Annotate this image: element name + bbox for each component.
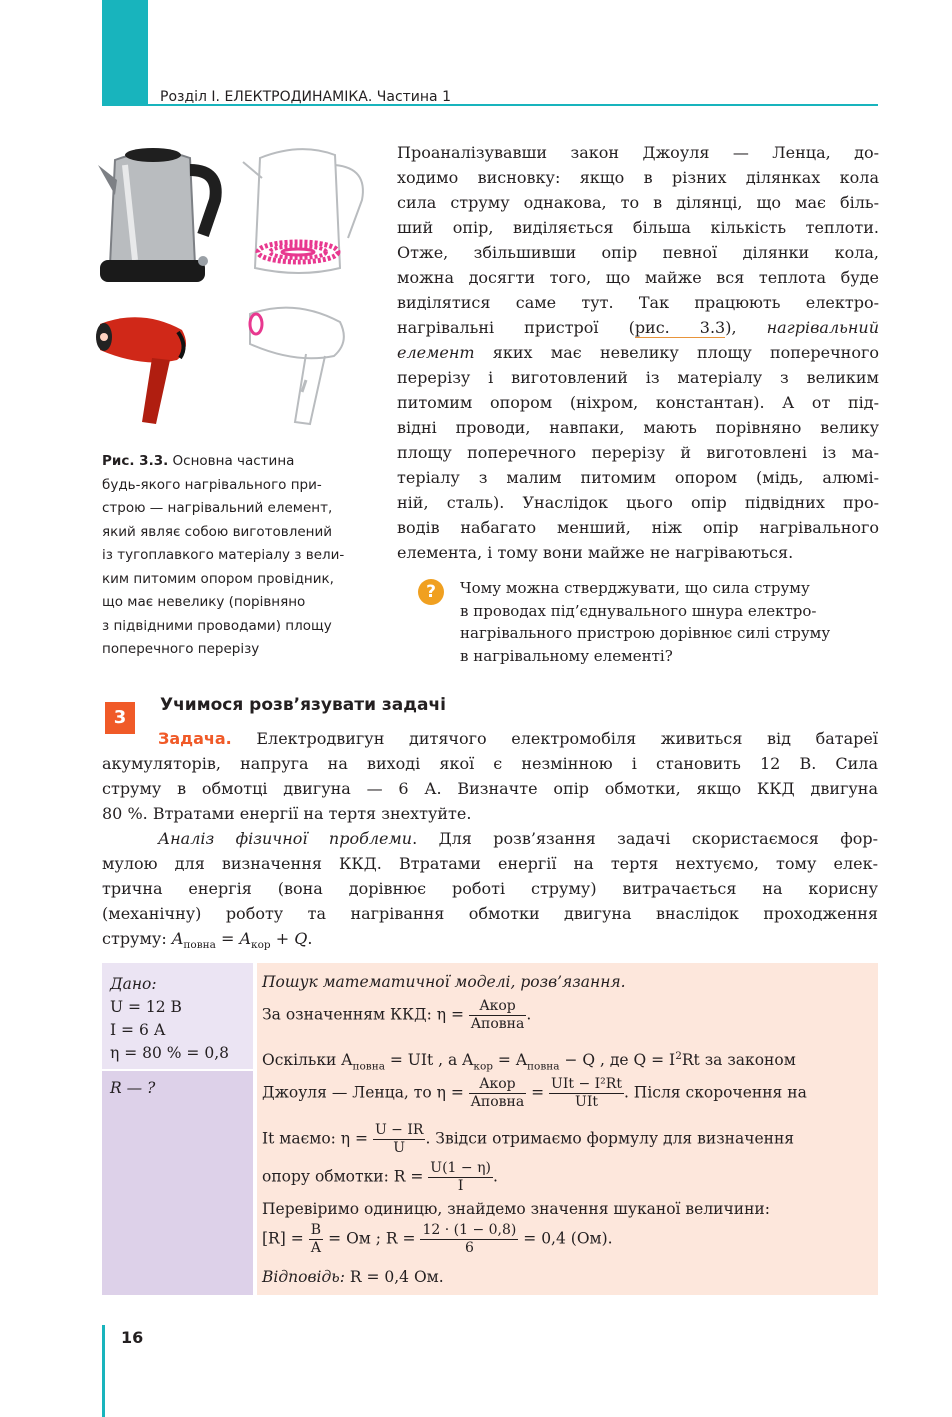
fraction-numerator: В bbox=[309, 1222, 324, 1240]
text-run: струму: bbox=[102, 929, 167, 948]
text-run: Джоуля — Ленца, то η = bbox=[262, 1083, 464, 1102]
solution-step-6: Перевіримо одиницю, знайдемо значення шуканої величини: bbox=[262, 1200, 770, 1218]
text-run: = Ом ; R = bbox=[323, 1229, 416, 1248]
formula-symbol: A bbox=[239, 929, 252, 948]
caption-line: який являє собою виготовлений bbox=[102, 523, 333, 540]
formula-subscript: повна bbox=[183, 939, 216, 952]
formula-superscript: 2 bbox=[675, 1050, 682, 1062]
task-line bbox=[102, 826, 878, 851]
task-line: трична енергія (вона дорівнює роботі струму) витрачається на корисну bbox=[102, 879, 878, 898]
caption-line: Основна частина bbox=[172, 453, 295, 469]
caption-label: Рис. 3.3. bbox=[102, 453, 169, 469]
caption-line: поперечного перерізу bbox=[102, 641, 260, 657]
body-line bbox=[397, 315, 879, 340]
hair-dryer-photo bbox=[92, 310, 197, 430]
body-paragraph bbox=[397, 140, 879, 565]
solution-step-1: За означенням ККД: η = $\frac{\text{Aкор}}{\text{Aповна}}$ . bbox=[262, 998, 532, 1032]
formula-subscript: кор bbox=[473, 1060, 493, 1073]
caption-line: що має невелику (порівняно bbox=[102, 594, 306, 610]
question-line: Чому можна стверджувати, що сила струму bbox=[460, 579, 810, 597]
formula-subscript: повна bbox=[352, 1060, 385, 1073]
body-line: можна досягти того, що майже вся теплота буде bbox=[397, 268, 879, 287]
task-line: акумуляторів, напруга на виході якої є незмінною і становить 12 В. Сила bbox=[102, 754, 878, 773]
text-run: Оскільки A bbox=[262, 1051, 353, 1070]
text-run: It маємо: η = bbox=[262, 1129, 368, 1148]
hair-dryer-outline-drawing bbox=[240, 300, 360, 430]
chapter-color-block bbox=[102, 0, 148, 104]
fraction-denominator: А bbox=[310, 1240, 322, 1256]
solution-step-7 bbox=[262, 1222, 613, 1257]
caption-line: ким питомим опором провідник, bbox=[102, 570, 334, 587]
body-line: виділятися саме тут. Так працюють електро- bbox=[397, 293, 879, 312]
body-line: ній, сталь). Унаслідок цього опір підвідних про- bbox=[397, 493, 879, 512]
term-italic: елемент bbox=[397, 343, 475, 362]
task-label: Задача. bbox=[158, 729, 232, 748]
task-line bbox=[102, 726, 878, 751]
text-run: − Q , де Q = I bbox=[559, 1051, 676, 1070]
answer-label: Відповідь: bbox=[262, 1268, 345, 1286]
given-item: U = 12 В bbox=[110, 998, 182, 1016]
fraction-numerator: U − IR bbox=[374, 1122, 424, 1138]
analysis-label: Аналіз фізичної проблеми bbox=[158, 829, 413, 848]
body-line: ходимо висновку: якщо в різних ділянках кола bbox=[397, 168, 879, 187]
text-run: яких має невелику площу поперечного bbox=[474, 343, 879, 362]
page-number-rule bbox=[102, 1325, 105, 1417]
fraction-denominator: Aповна bbox=[470, 1094, 525, 1110]
fraction-denominator: UIt bbox=[575, 1094, 598, 1110]
fraction-denominator: U bbox=[393, 1140, 406, 1156]
running-header: Розділ I. ЕЛЕКТРОДИНАМІКА. Частина 1 bbox=[160, 89, 451, 105]
solution-step-2 bbox=[262, 1050, 796, 1072]
text-run: ), bbox=[725, 318, 737, 337]
fraction bbox=[428, 1160, 493, 1195]
task-line: 80 %. Втратами енергії на тертя знехтуйте. bbox=[102, 804, 472, 823]
task-line: струму в обмотці двигуна — 6 А. Визначте опір обмотки, якщо ККД двигуна bbox=[102, 779, 878, 798]
question-icon: ? bbox=[418, 579, 444, 605]
text-run: опору обмотки: R = bbox=[262, 1167, 424, 1186]
task-line: мулою для визначення ККД. Втратами енергії на тертя нехтуємо, тому елек- bbox=[102, 854, 878, 873]
body-line: Проаналізувавши закон Джоуля — Ленца, до- bbox=[397, 143, 879, 162]
text-run: нагрівальні пристрої ( bbox=[397, 318, 635, 337]
figure-caption bbox=[102, 450, 374, 662]
text-run: [R] = bbox=[262, 1229, 304, 1248]
fraction-numerator: 12 · (1 − 0,8) bbox=[422, 1222, 517, 1238]
body-line: перерізу і виготовлений із матеріалу з великим bbox=[397, 368, 879, 387]
fraction bbox=[373, 1122, 426, 1157]
body-line: елемента, і тому вони майже не нагріваються. bbox=[397, 543, 794, 562]
body-line: Отже, збільшивши опір певної ділянки кола, bbox=[397, 243, 879, 262]
body-line: відні проводи, навпаки, мають порівняно велику bbox=[397, 418, 879, 437]
fraction bbox=[549, 1076, 624, 1111]
unknown-cell bbox=[102, 1071, 253, 1295]
given-item: I = 6 А bbox=[110, 1021, 166, 1039]
caption-line: із тугоплавкого матеріалу з вели- bbox=[102, 547, 345, 563]
section-number-badge: 3 bbox=[105, 702, 135, 734]
question-line: нагрівального пристрою дорівнює силі струму bbox=[460, 624, 831, 642]
given-label: Дано: bbox=[110, 975, 157, 993]
body-line: питомим опором (ніхром, константан). А от під- bbox=[397, 393, 879, 412]
figure-reference-link[interactable]: рис. 3.3 bbox=[634, 318, 726, 337]
text-run: = A bbox=[492, 1051, 528, 1070]
body-line: ший опір, виділяється більша кількість теплоти. bbox=[397, 218, 879, 237]
text-run: . Після скорочення на bbox=[623, 1083, 807, 1102]
caption-line: з підвідними проводами) площу bbox=[102, 617, 332, 634]
solution-step-4 bbox=[262, 1122, 794, 1157]
fraction-numerator: U(1 − η) bbox=[430, 1160, 491, 1176]
question-line: в нагрівальному елементі? bbox=[460, 646, 673, 665]
formula-symbol: A bbox=[171, 929, 184, 948]
task-paragraph bbox=[102, 726, 878, 958]
body-line: площу поперечного перерізу й виготовлені із ма- bbox=[397, 443, 879, 462]
solution-step-3: Джоуля — Ленца, то η = $\frac{\text{Aкор}}{\text{Aповна}}$ = $\frac{\text{UIt − I²Rt}}{\text{UIt}}$ . Після скорочення на bbox=[262, 1076, 807, 1110]
fraction-denominator: 6 bbox=[464, 1240, 474, 1256]
body-line: водів набагато менший, ніж опір нагрівального bbox=[397, 518, 879, 537]
text-run: За означенням ККД: η = bbox=[262, 1005, 464, 1024]
fraction-numerator: Aкор bbox=[469, 1076, 526, 1094]
term-italic: нагрівальний bbox=[766, 318, 880, 337]
fraction-numerator: UIt − I²Rt bbox=[551, 1076, 622, 1092]
given-values bbox=[110, 973, 229, 1065]
answer-value: R = 0,4 Ом. bbox=[344, 1268, 444, 1286]
formula-subscript: повна bbox=[527, 1060, 560, 1073]
question-line: в проводах під’єднувального шнура електро- bbox=[460, 601, 817, 620]
fraction-denominator: I bbox=[457, 1178, 464, 1194]
task-line bbox=[102, 926, 878, 958]
task-line: (механічну) роботу та нагрівання обмотки двигуна внаслідок проходження bbox=[102, 904, 878, 923]
fraction bbox=[469, 1076, 526, 1111]
text-run: Електродвигун дитячого електромобіля живиться від батареї bbox=[231, 729, 878, 748]
solution-answer bbox=[262, 1268, 444, 1286]
body-line: теріалу з малим питомим опором (мідь, алюмі- bbox=[397, 468, 879, 487]
body-line: сила струму однакова, то в ділянці, що має біль- bbox=[397, 193, 879, 212]
fraction-numerator: Aкор bbox=[469, 998, 526, 1016]
kettle-outline-drawing bbox=[240, 140, 370, 290]
text-run: = UIt , а A bbox=[384, 1051, 474, 1070]
text-run: Rt за законом bbox=[681, 1051, 796, 1070]
text-run: . bbox=[307, 929, 313, 948]
body-line bbox=[397, 340, 879, 365]
page-number: 16 bbox=[121, 1328, 144, 1347]
text-run: . Звідси отримаємо формулу для визначення bbox=[425, 1129, 795, 1148]
fraction bbox=[469, 998, 526, 1033]
caption-line: будь-якого нагрівального при- bbox=[102, 476, 322, 493]
section-title: Учимося розв’язувати задачі bbox=[160, 695, 446, 715]
unknown-quantity: R — ? bbox=[110, 1079, 156, 1097]
kettle-photo bbox=[95, 140, 225, 290]
formula-symbol: + Q bbox=[270, 929, 308, 948]
caption-line: строю — нагрівальний елемент, bbox=[102, 500, 333, 516]
text-run: = bbox=[215, 929, 240, 948]
solution-title: Пошук математичної моделі, розв’язання. bbox=[262, 973, 626, 991]
given-item: η = 80 % = 0,8 bbox=[110, 1044, 229, 1062]
fraction bbox=[420, 1222, 518, 1257]
text-run: . Для розв’язання задачі скористаємося фор- bbox=[412, 829, 879, 848]
formula-subscript: кор bbox=[251, 939, 271, 952]
text-run: = 0,4 (Ом). bbox=[518, 1229, 613, 1248]
fraction-denominator: Aповна bbox=[470, 1016, 525, 1032]
fraction bbox=[309, 1222, 324, 1257]
question-text bbox=[460, 577, 880, 667]
solution-step-5 bbox=[262, 1160, 498, 1195]
text-run: . bbox=[492, 1167, 498, 1186]
